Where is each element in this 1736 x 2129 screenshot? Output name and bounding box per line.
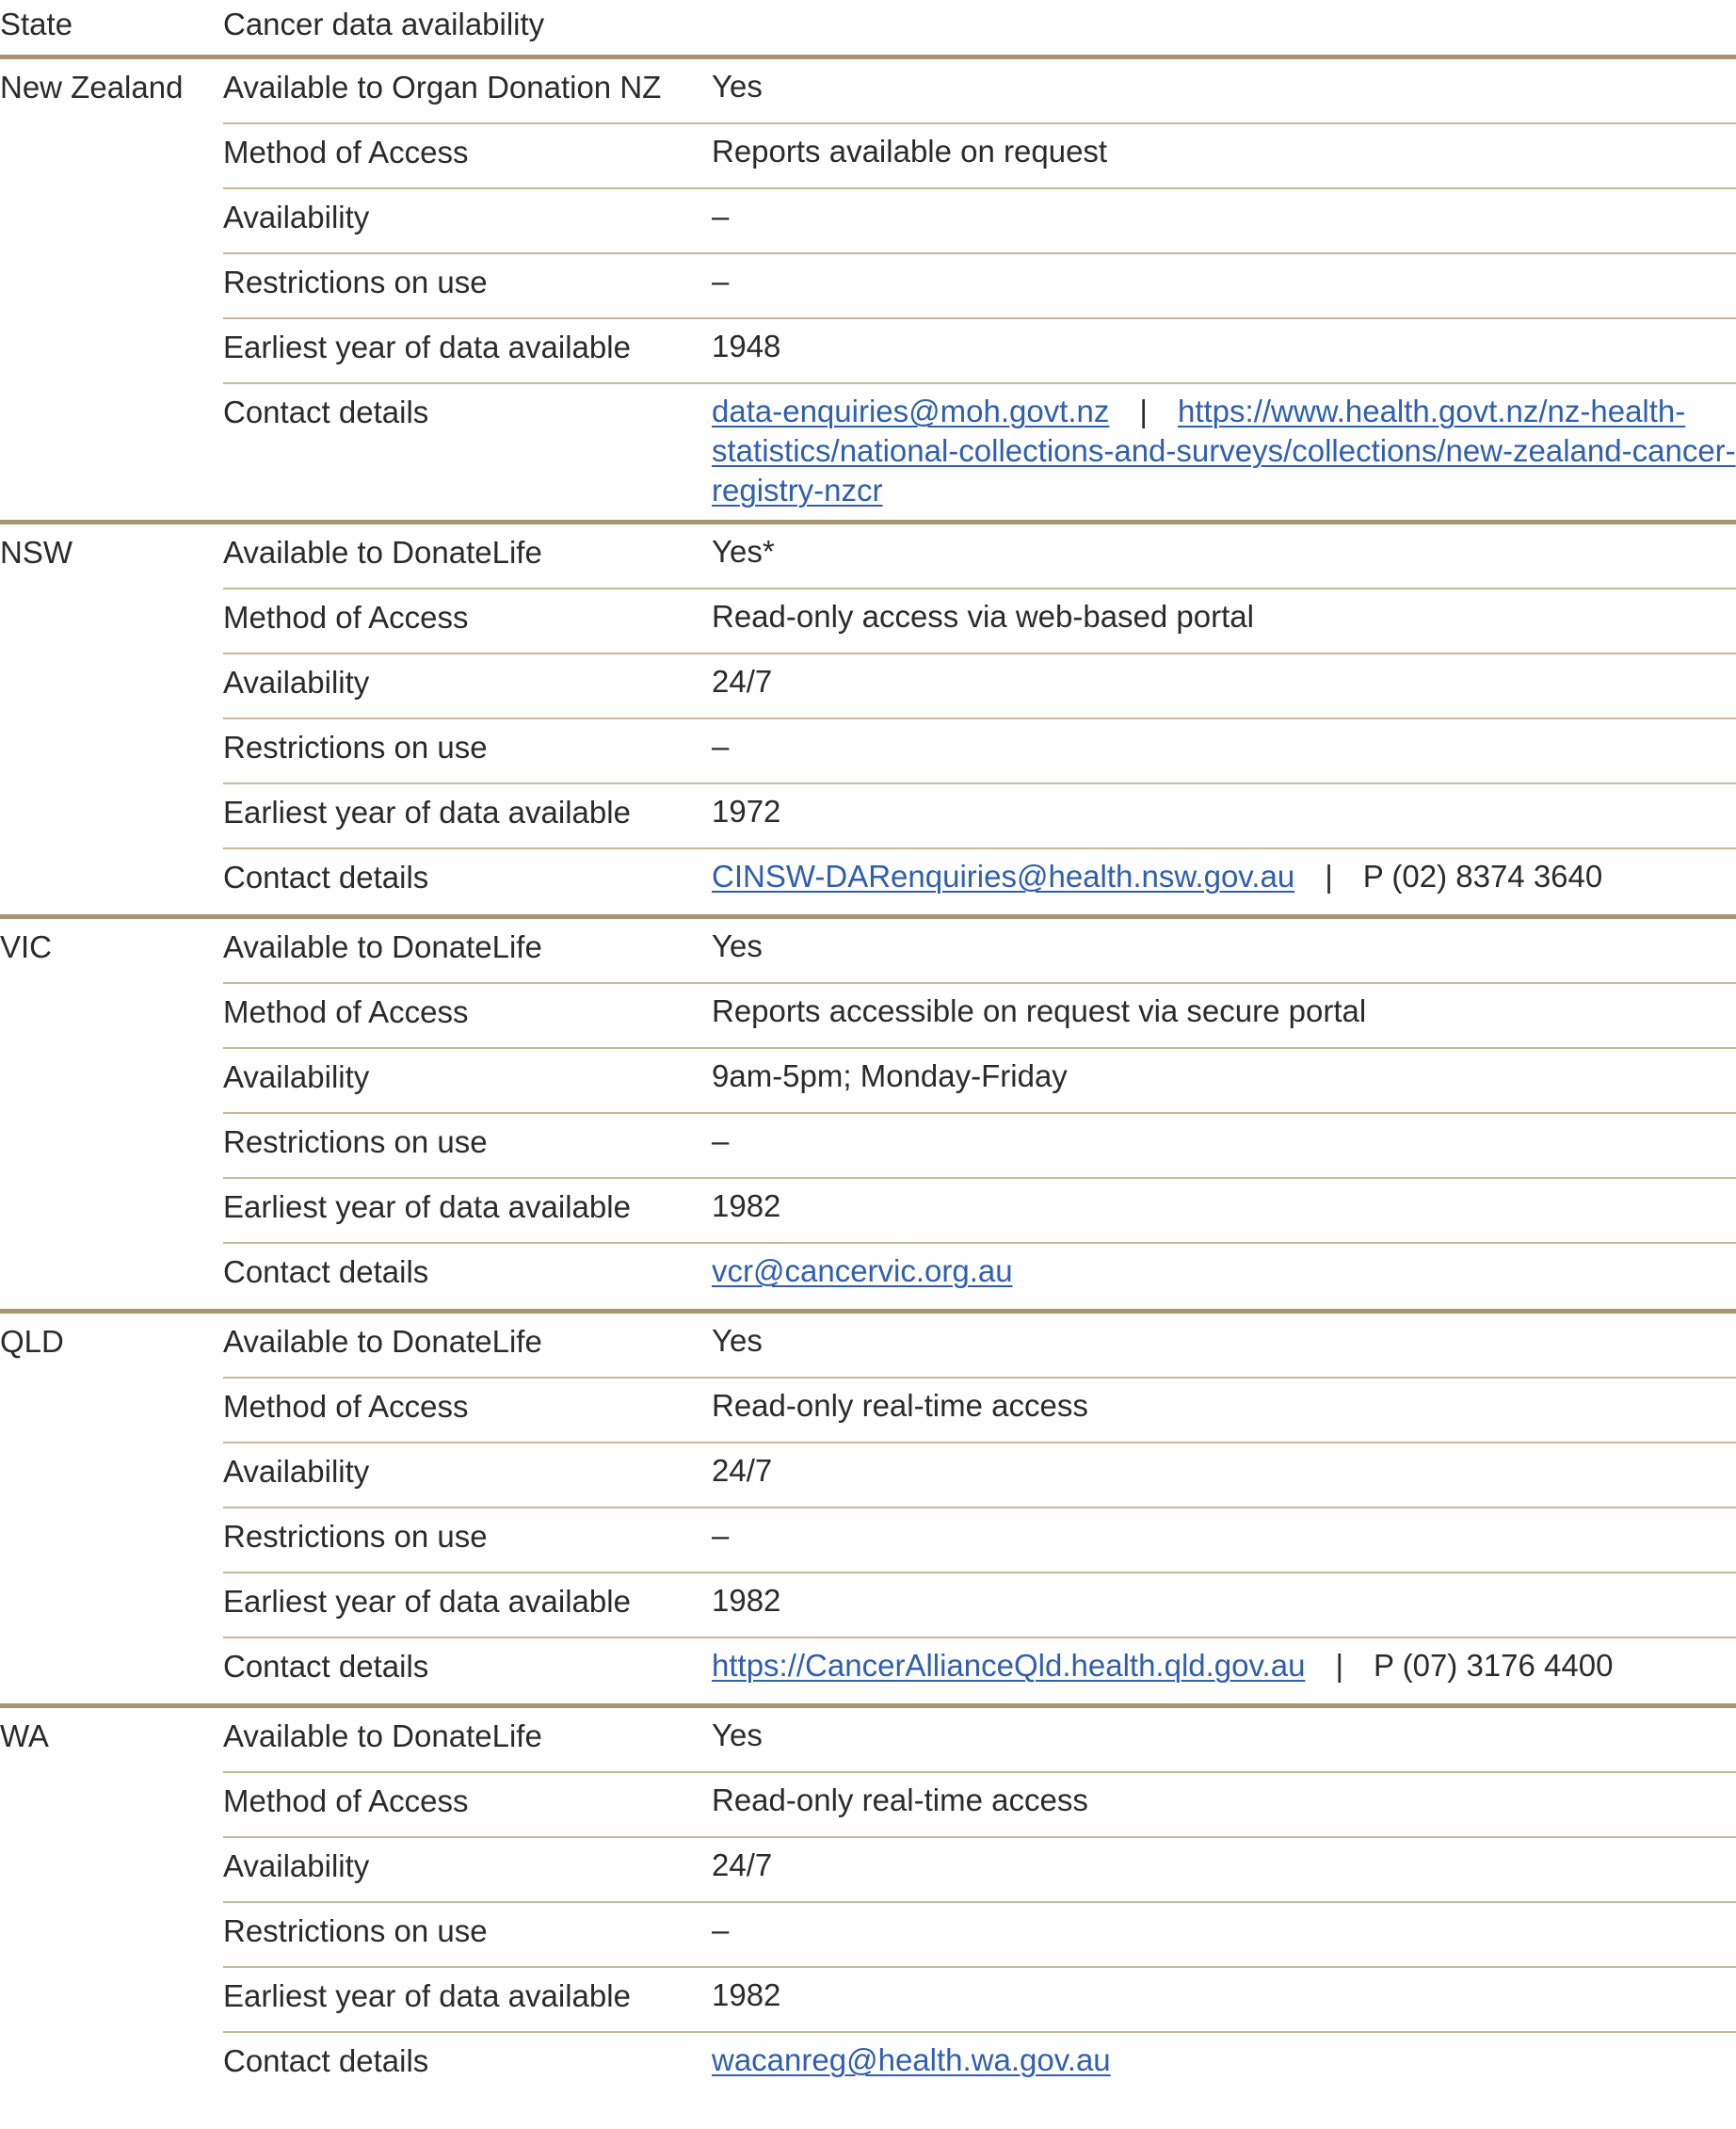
row-value: Read-only access via web-based portal — [712, 599, 1254, 634]
row-value: – — [712, 199, 730, 234]
table-row — [223, 1838, 1736, 1903]
website-link[interactable]: https://CancerAllianceQld.health.qld.gov.au — [712, 1648, 1306, 1683]
row-value: Yes — [712, 1323, 763, 1358]
row-value: Reports available on request — [712, 134, 1108, 169]
email-link[interactable]: vcr@cancervic.org.au — [712, 1253, 1013, 1288]
table-row — [223, 589, 1736, 654]
table-row — [223, 654, 1736, 719]
table-row — [223, 1773, 1736, 1838]
group-wa — [0, 1708, 1736, 2098]
table-row — [223, 1314, 1736, 1379]
row-value: – — [712, 1123, 730, 1158]
row-value — [712, 1244, 1736, 1300]
row-label: Availability — [223, 1059, 370, 1094]
table-row — [223, 1708, 1736, 1773]
row-value: – — [712, 1518, 730, 1553]
table-row — [223, 384, 1736, 520]
table-row — [223, 1244, 1736, 1309]
group-new-zealand — [0, 59, 1736, 524]
state-name: QLD — [0, 1324, 64, 1359]
row-label: Availability — [223, 200, 370, 234]
row-value: 1972 — [712, 794, 781, 829]
group-nsw — [0, 524, 1736, 919]
row-label: Earliest year of data available — [223, 1189, 631, 1224]
state-name: New Zealand — [0, 70, 184, 105]
row-value: – — [712, 1912, 730, 1947]
row-label: Method of Access — [223, 600, 469, 635]
row-value: Yes — [712, 1718, 763, 1752]
phone-number: P (02) 8374 3640 — [1362, 859, 1603, 894]
row-value: – — [712, 729, 730, 764]
table-row — [223, 1379, 1736, 1444]
website-link[interactable]: https://www.health.govt.nz/nz-health-statistics/national-collections-and-surveys/collections/new-zealand-cancer-registry-nzcr — [712, 394, 1736, 508]
row-label: Available to Organ Donation NZ — [223, 70, 662, 105]
table-row — [223, 1049, 1736, 1114]
table-row — [223, 984, 1736, 1049]
table-row — [223, 1638, 1736, 1703]
row-label: Restrictions on use — [223, 265, 488, 299]
row-value — [712, 1638, 1736, 1695]
row-value: Yes* — [712, 534, 775, 569]
row-value: Read-only real-time access — [712, 1388, 1088, 1423]
row-label: Availability — [223, 665, 370, 700]
table-row — [223, 1114, 1736, 1179]
row-value: 1948 — [712, 329, 781, 363]
row-label: Earliest year of data available — [223, 795, 631, 830]
table-row — [223, 189, 1736, 254]
row-label: Method of Access — [223, 135, 469, 169]
row-label: Contact details — [223, 860, 429, 895]
separator: | — [1139, 394, 1148, 428]
email-link[interactable]: wacanreg@health.wa.gov.au — [712, 2042, 1111, 2077]
row-label: Earliest year of data available — [223, 1584, 631, 1619]
row-value: Reports accessible on request via secure portal — [712, 993, 1367, 1028]
table-row — [223, 319, 1736, 384]
phone-number: P (07) 3176 4400 — [1374, 1648, 1614, 1683]
row-value: Read-only real-time access — [712, 1782, 1088, 1817]
table-row — [223, 784, 1736, 849]
row-value: 9am-5pm; Monday-Friday — [712, 1058, 1068, 1093]
row-value: 1982 — [712, 1188, 781, 1223]
row-label: Contact details — [223, 395, 429, 429]
group-vic — [0, 919, 1736, 1314]
header-state: State — [0, 7, 73, 41]
row-value: 1982 — [712, 1583, 781, 1618]
separator: | — [1335, 1648, 1344, 1683]
row-label: Contact details — [223, 1649, 429, 1684]
row-value: Yes — [712, 69, 763, 104]
row-value: 24/7 — [712, 664, 773, 699]
row-label: Available to DonateLife — [223, 1718, 542, 1753]
row-label: Availability — [223, 1454, 370, 1489]
row-label: Method of Access — [223, 994, 469, 1029]
row-value: Yes — [712, 928, 763, 963]
row-label: Method of Access — [223, 1783, 469, 1818]
table-row — [223, 849, 1736, 914]
row-label: Restrictions on use — [223, 730, 488, 765]
separator: | — [1325, 859, 1333, 894]
row-label: Restrictions on use — [223, 1913, 488, 1948]
row-label: Contact details — [223, 1254, 429, 1289]
row-value — [712, 849, 1736, 906]
row-label: Available to DonateLife — [223, 535, 542, 570]
email-link[interactable]: CINSW-DARenquiries@health.nsw.gov.au — [712, 859, 1295, 894]
row-value: 1982 — [712, 1977, 781, 2012]
row-label: Method of Access — [223, 1389, 469, 1424]
row-value: 24/7 — [712, 1847, 773, 1882]
row-label: Available to DonateLife — [223, 1324, 542, 1359]
table-row — [223, 1968, 1736, 2033]
table-row — [223, 919, 1736, 984]
row-label: Restrictions on use — [223, 1124, 488, 1159]
group-qld — [0, 1314, 1736, 1708]
table-header — [0, 0, 1736, 59]
state-name: VIC — [0, 929, 53, 964]
row-label: Contact details — [223, 2043, 429, 2078]
table-row — [223, 124, 1736, 189]
row-label: Earliest year of data available — [223, 1978, 631, 2013]
table-row — [223, 254, 1736, 319]
row-label: Availability — [223, 1848, 370, 1883]
row-value — [712, 2033, 1736, 2089]
row-value: – — [712, 264, 730, 298]
table-row — [223, 1508, 1736, 1573]
table-row — [223, 2033, 1736, 2098]
table-row — [223, 1903, 1736, 1968]
row-label: Available to DonateLife — [223, 929, 542, 964]
state-name: NSW — [0, 535, 72, 570]
row-label: Earliest year of data available — [223, 330, 631, 364]
table-row — [223, 1444, 1736, 1508]
table-row — [223, 1179, 1736, 1244]
row-value — [712, 384, 1736, 520]
table-row — [223, 719, 1736, 784]
table-row — [223, 524, 1736, 589]
row-value: 24/7 — [712, 1453, 773, 1488]
header-cancer-data: Cancer data availability — [223, 7, 545, 41]
table-row — [223, 1573, 1736, 1638]
row-label: Restrictions on use — [223, 1519, 488, 1554]
table-row — [223, 59, 1736, 124]
email-link[interactable]: data-enquiries@moh.govt.nz — [712, 394, 1110, 428]
state-name: WA — [0, 1718, 49, 1753]
